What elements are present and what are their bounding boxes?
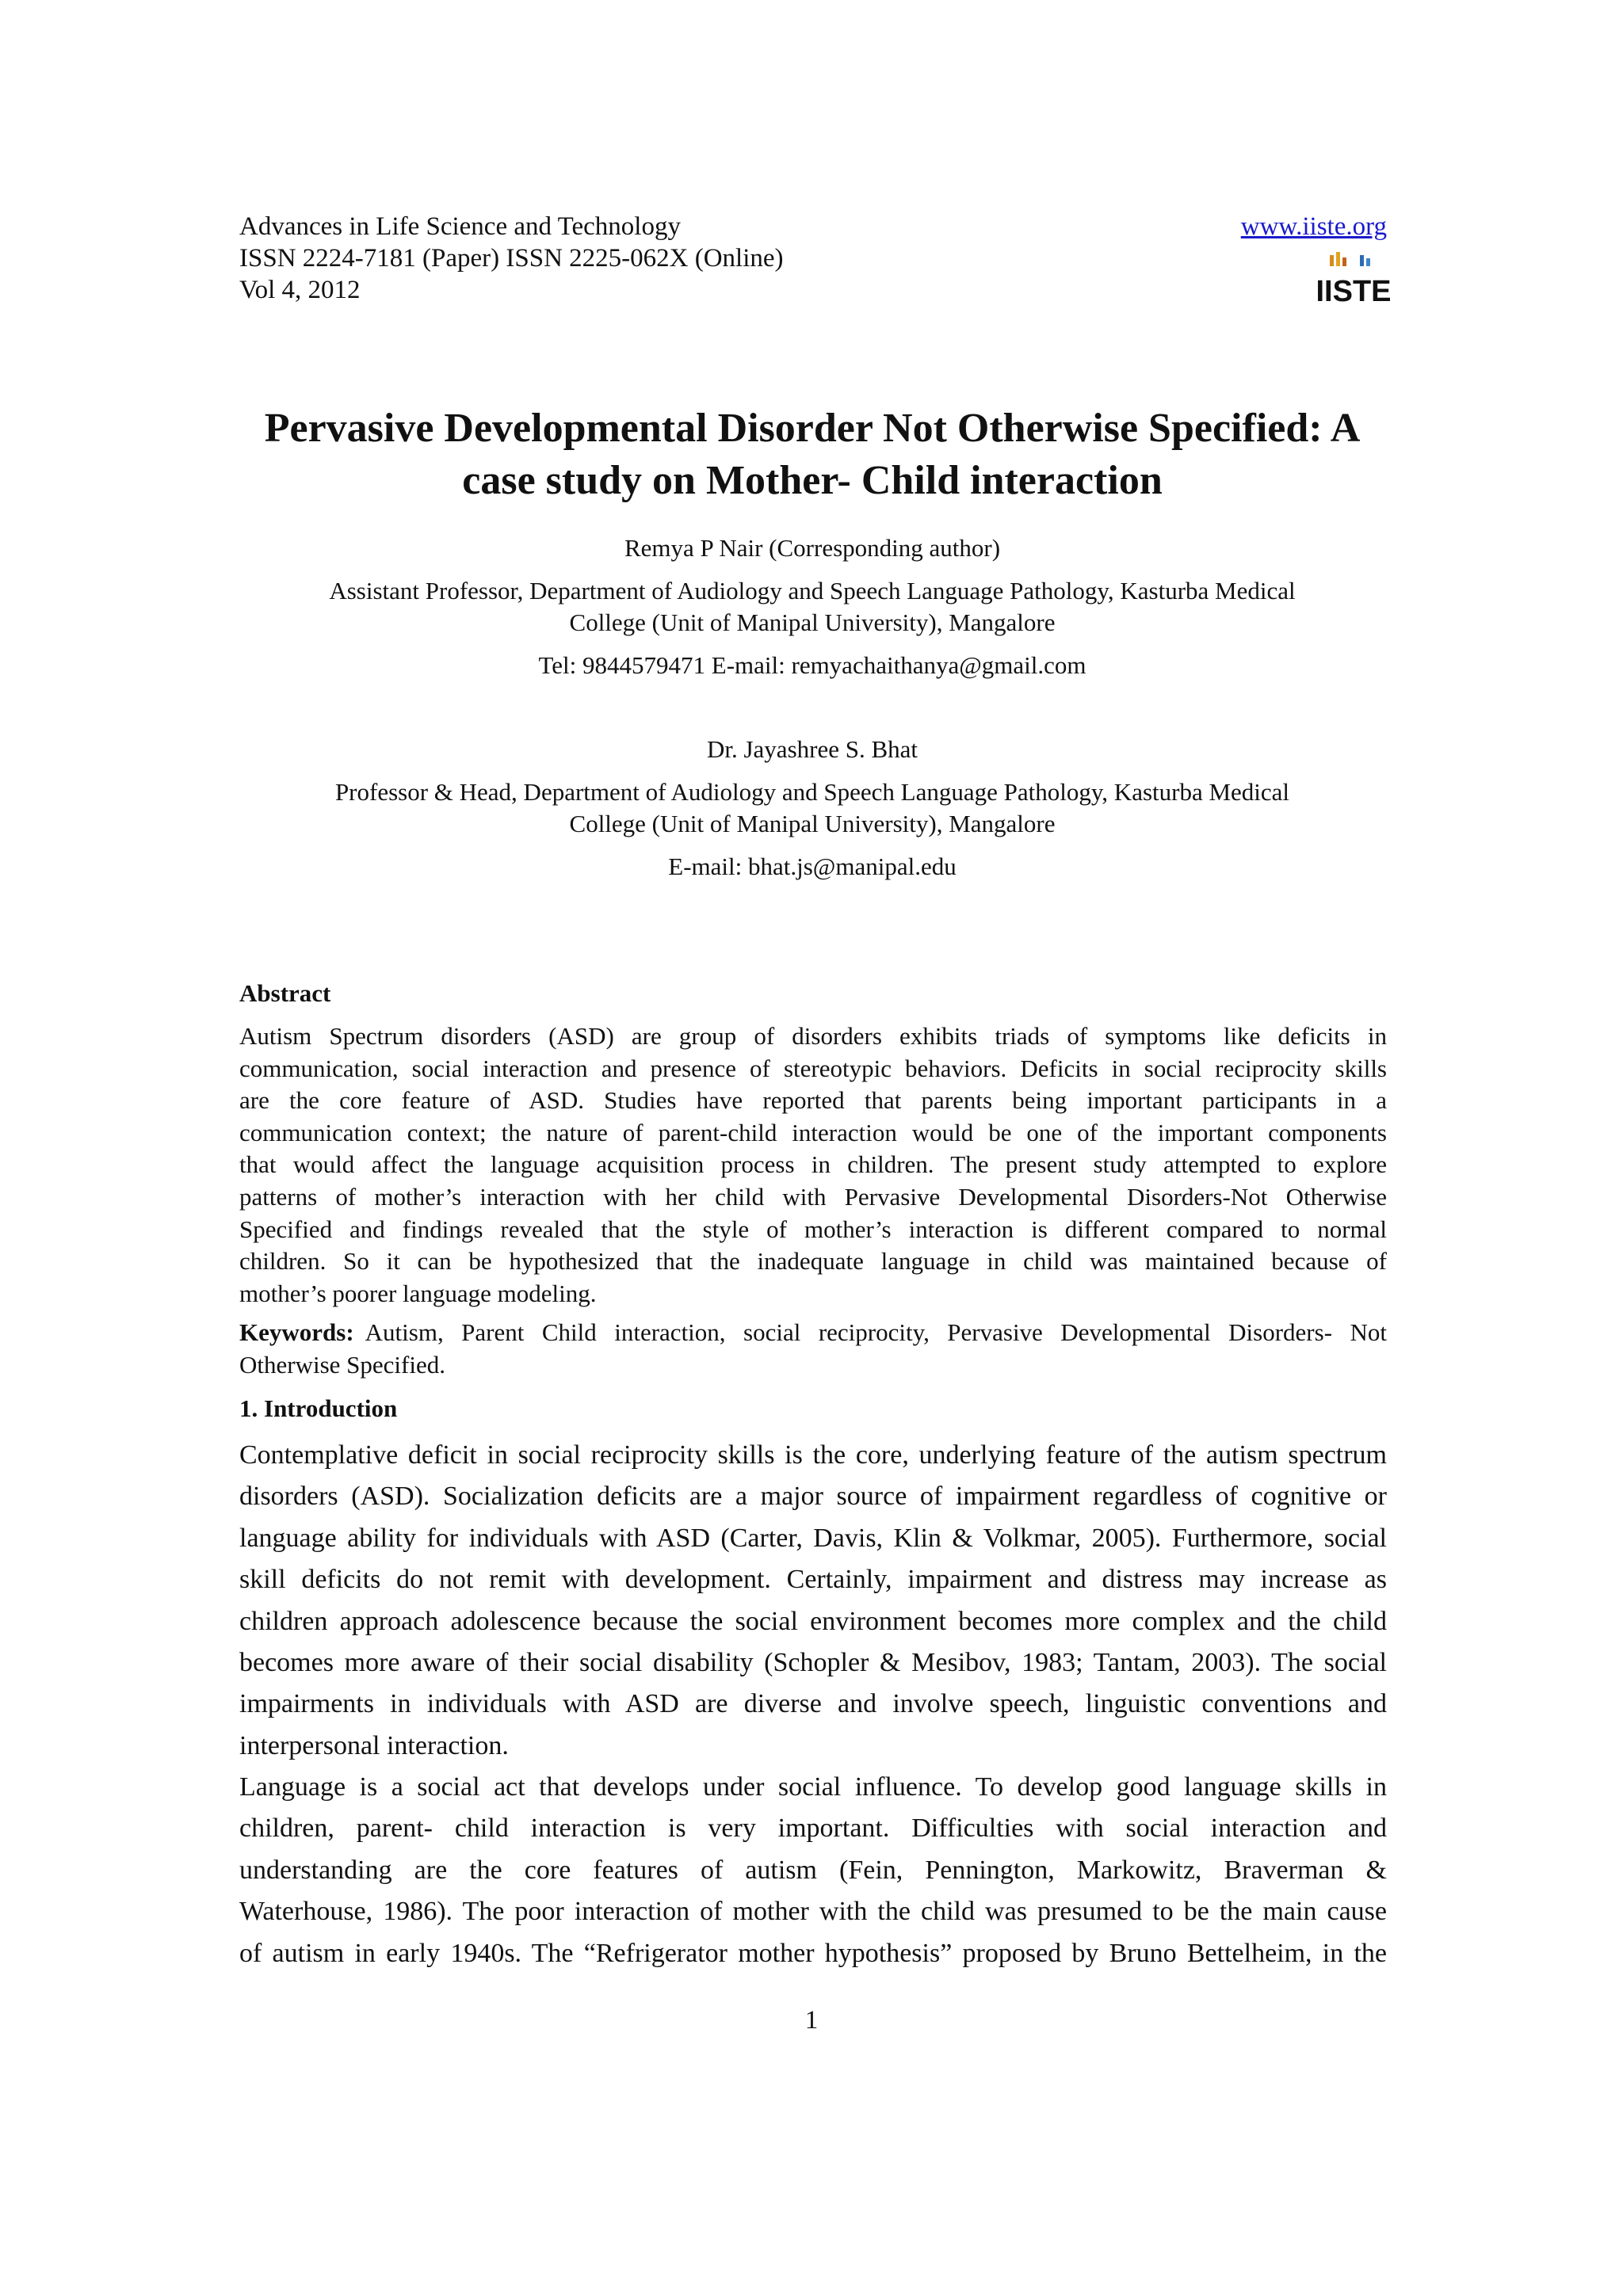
abstract-line: children. So it can be hypothesized that the inadequate language in child was maintained because of <box>239 1247 1387 1276</box>
abstract-line: are the core feature of ASD. Studies have reported that parents being important participants in a <box>239 1086 1387 1115</box>
keywords-label: Keywords: <box>239 1318 354 1346</box>
intro-line: Language is a social act that develops under social influence. To develop good language skills in <box>239 1772 1387 1802</box>
intro-line: becomes more aware of their social disability (Schopler & Mesibov, 1983; Tantam, 2003). The social <box>239 1648 1387 1678</box>
abstract-line: communication, social interaction and presence of stereotypic behaviors. Deficits in social reciprocity skills <box>239 1054 1387 1082</box>
title-line: case study on Mother- Child interaction <box>462 458 1163 503</box>
author-affiliation: Professor & Head, Department of Audiology and Speech Language Pathology, Kasturba Medical <box>334 778 1290 806</box>
website-link[interactable]: www.iiste.org <box>1240 212 1387 241</box>
abstract-line: mother’s poorer language modeling. <box>239 1279 597 1307</box>
abstract-body <box>239 1020 1387 1310</box>
abstract-heading: Abstract <box>239 979 331 1007</box>
intro-line: understanding are the core features of autism (Fein, Pennington, Markowitz, Braverman & <box>239 1855 1387 1885</box>
journal-name: Advances in Life Science and Technology <box>239 212 681 241</box>
author-contact: E-mail: bhat.js@manipal.edu <box>668 852 957 880</box>
intro-paragraph-1 <box>239 1435 1387 1767</box>
abstract-line: Specified and findings revealed that the style of mother’s interaction is different compared to normal <box>239 1215 1387 1243</box>
intro-line: skill deficits do not remit with development. Certainly, impairment and distress may increase as <box>239 1565 1387 1595</box>
intro-line: of autism in early 1940s. The “Refrigerator mother hypothesis” proposed by Bruno Bettelheim, in the <box>239 1938 1387 1968</box>
intro-line: children approach adolescence because the social environment becomes more complex and the child <box>239 1606 1387 1636</box>
abstract-line: patterns of mother’s interaction with her child with Pervasive Developmental Disorders-Not Otherwise <box>239 1182 1387 1211</box>
page-number: 1 <box>804 2006 819 2035</box>
keywords-text: Autism, Parent Child interaction, social reciprocity, Pervasive Developmental Disorders- Not <box>365 1318 1387 1346</box>
intro-line: children, parent- child interaction is very important. Difficulties with social interaction and <box>239 1814 1387 1844</box>
author-name: Remya P Nair (Corresponding author) <box>624 534 1001 562</box>
author-name: Dr. Jayashree S. Bhat <box>706 735 918 763</box>
abstract-line: communication context; the nature of parent-child interaction would be one of the important components <box>239 1118 1387 1146</box>
intro-line: language ability for individuals with ASD (Carter, Davis, Klin & Volkmar, 2005). Furthermore, social <box>239 1523 1387 1553</box>
author-affiliation: College (Unit of Manipal University), Mangalore <box>569 810 1056 837</box>
logo-text: IISTE <box>1316 275 1392 308</box>
intro-paragraph-2 <box>239 1767 1387 1974</box>
issn-line: ISSN 2224-7181 (Paper) ISSN 2225-062X (Online) <box>239 244 784 273</box>
intro-line: impairments in individuals with ASD are diverse and involve speech, linguistic conventions and <box>239 1689 1387 1719</box>
author-affiliation: Assistant Professor, Department of Audiology and Speech Language Pathology, Kasturba Medical <box>329 577 1296 605</box>
intro-line: Contemplative deficit in social reciprocity skills is the core, underlying feature of the autism spectrum <box>239 1440 1387 1470</box>
keywords-block <box>239 1317 1387 1381</box>
author-affiliation: College (Unit of Manipal University), Mangalore <box>569 608 1056 636</box>
intro-line: Waterhouse, 1986). The poor interaction of mother with the child was presumed to be the main cause <box>239 1897 1387 1927</box>
author-contact: Tel: 9844579471 E-mail: remyachaithanya@gmail.com <box>538 651 1086 679</box>
volume-line: Vol 4, 2012 <box>239 276 361 304</box>
section-heading: 1. Introduction <box>239 1394 398 1422</box>
abstract-line: that would affect the language acquisition process in children. The present study attempted to explore <box>239 1150 1387 1179</box>
keywords-text: Otherwise Specified. <box>239 1350 445 1379</box>
intro-line: interpersonal interaction. <box>239 1730 509 1760</box>
intro-line: disorders (ASD). Socialization deficits are a major source of impairment regardless of cognitive or <box>239 1482 1387 1512</box>
title-line: Pervasive Developmental Disorder Not Otherwise Specified: A <box>264 406 1361 451</box>
abstract-line: Autism Spectrum disorders (ASD) are group of disorders exhibits triads of symptoms like deficits in <box>239 1022 1387 1050</box>
paper-title <box>238 402 1387 507</box>
iiste-logo <box>1316 250 1392 308</box>
